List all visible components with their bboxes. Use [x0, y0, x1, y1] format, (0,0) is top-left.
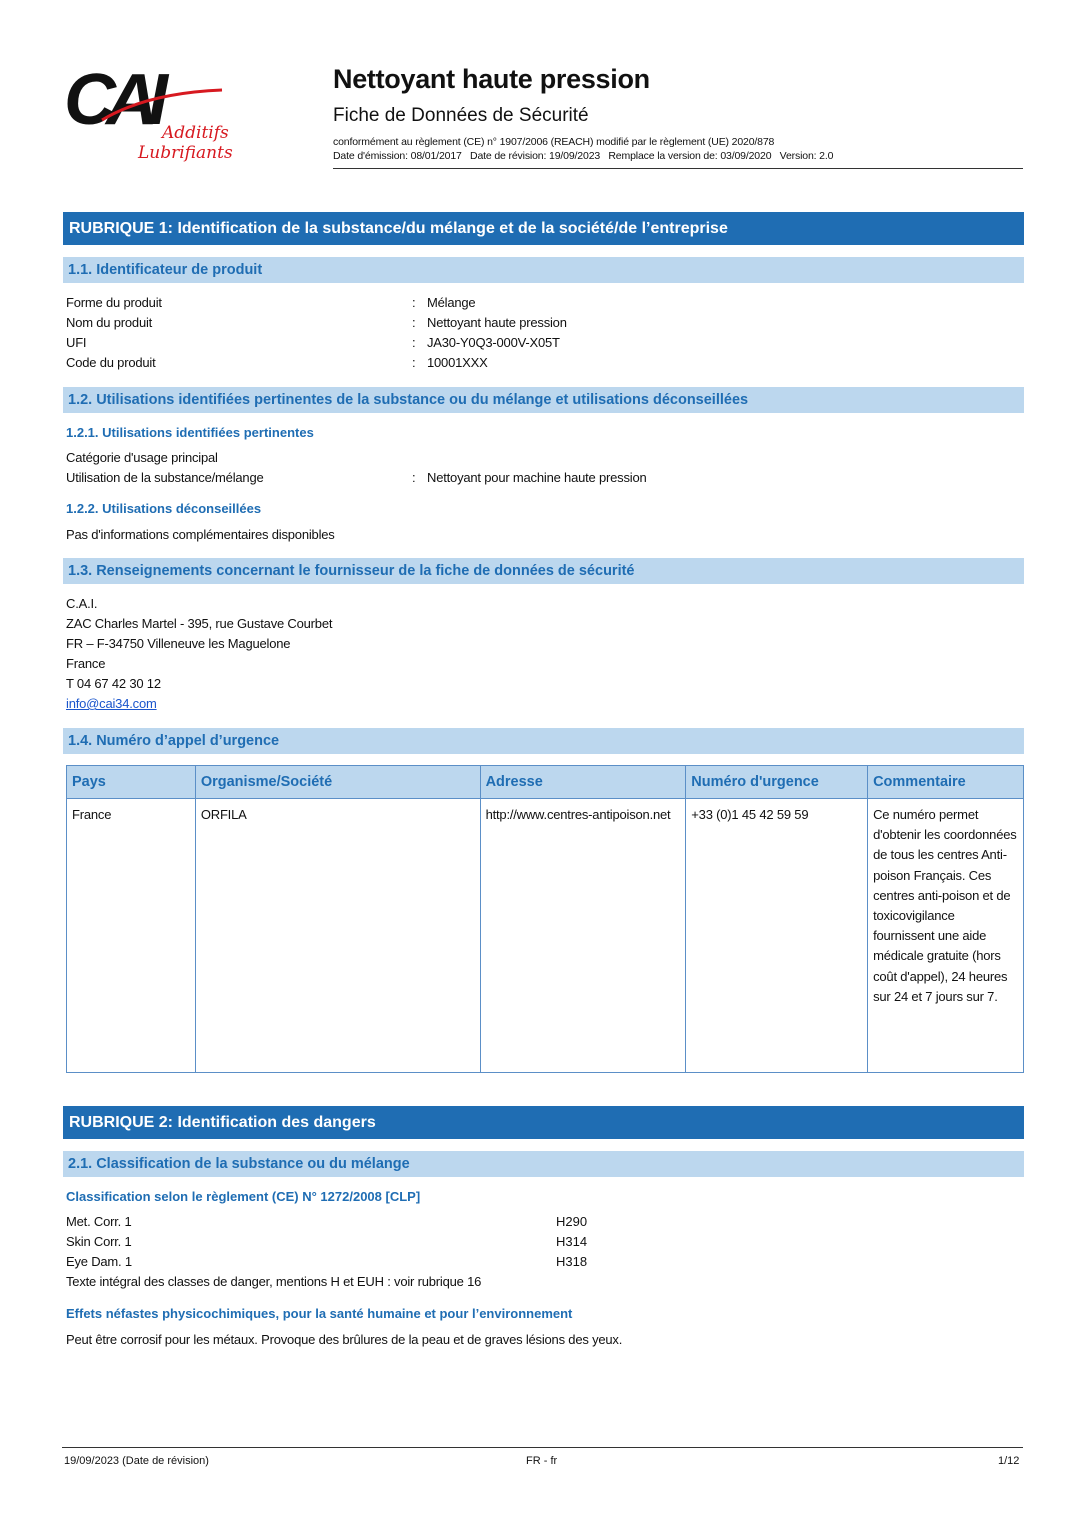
logo-tagline-1: Additifs: [162, 123, 229, 143]
use-value: Nettoyant pour machine haute pression: [427, 470, 647, 485]
cell-organization: ORFILA: [195, 799, 480, 1073]
clp-classification-title: Classification selon le règlement (CE) N° 1272/2008 [CLP]: [66, 1189, 421, 1204]
section-1-3-header: 1.3. Renseignements concernant le fournisseur de la fiche de données de sécurité: [63, 558, 1024, 584]
product-name-value: Nettoyant haute pression: [427, 315, 567, 330]
col-header-country: Pays: [67, 766, 196, 799]
supplier-address-2: FR – F-34750 Villeneuve les Maguelone: [66, 636, 291, 651]
regulation-line: conformément au règlement (CE) n° 1907/2006 (REACH) modifié par le règlement (UE) 2020/878: [333, 136, 775, 148]
section-1-header: RUBRIQUE 1: Identification de la substance/du mélange et de la société/de l’entreprise: [63, 212, 1024, 245]
product-form-label: Forme du produit: [66, 295, 162, 310]
section-2-1-header: 2.1. Classification de la substance ou du mélange: [63, 1151, 1024, 1177]
ufi-value: JA30-Y0Q3-000V-X05T: [427, 335, 560, 350]
hazard-code: H318: [556, 1254, 588, 1269]
supplier-email-link[interactable]: info@cai34.com: [66, 696, 157, 711]
hazard-class-label: Met. Corr. 1: [66, 1214, 132, 1229]
supplier-company: C.A.I.: [66, 596, 98, 611]
section-1-4-header: 1.4. Numéro d’appel d’urgence: [63, 728, 1024, 754]
section-1-2-1-title: 1.2.1. Utilisations identifiées pertinentes: [66, 425, 314, 440]
product-code-value: 10001XXX: [427, 355, 488, 370]
hazard-code: H290: [556, 1214, 588, 1229]
main-use-label: Catégorie d'usage principal: [66, 450, 218, 465]
section-2-header: RUBRIQUE 2: Identification des dangers: [63, 1106, 1024, 1139]
dates-line: Date d'émission: 08/01/2017 Date de révision: 19/09/2023 Remplace la version de: 03/09/2020 Version: 2.0: [333, 150, 834, 162]
product-form-value: Mélange: [427, 295, 476, 310]
col-header-comment: Commentaire: [868, 766, 1024, 799]
company-logo: [62, 62, 252, 162]
table-row: [67, 799, 1024, 1073]
cell-address: http://www.centres-antipoison.net: [480, 799, 686, 1073]
footer-revision-date: 19/09/2023 (Date de révision): [64, 1455, 209, 1467]
col-header-emergency-number: Numéro d'urgence: [686, 766, 868, 799]
adverse-effects-text: Peut être corrosif pour les métaux. Provoque des brûlures de la peau et de graves lésions des yeux.: [66, 1332, 623, 1347]
supplier-phone: T 04 67 42 30 12: [66, 676, 161, 691]
document-title: Nettoyant haute pression: [333, 64, 650, 94]
hazard-code: H314: [556, 1234, 588, 1249]
col-header-organization: Organisme/Société: [195, 766, 480, 799]
full-text-note: Texte intégral des classes de danger, mentions H et EUH : voir rubrique 16: [66, 1274, 482, 1289]
header-divider: [333, 168, 1023, 169]
supplier-address-1: ZAC Charles Martel - 395, rue Gustave Courbet: [66, 616, 333, 631]
section-1-2-header: 1.2. Utilisations identifiées pertinentes de la substance ou du mélange et utilisations déconseillées: [63, 387, 1024, 413]
document-subtitle: Fiche de Données de Sécurité: [333, 105, 589, 126]
cell-comment: Ce numéro permet d'obtenir les coordonnées de tous les centres Anti-poison Français. Ces centres anti-poison et de toxicovigilance fournissent une aide médicale gratuite (hors coût d'appel), 24 heures sur 24 et 7 jours sur 7.: [868, 799, 1024, 1073]
cell-emergency-number: +33 (0)1 45 42 59 59: [686, 799, 868, 1073]
supplier-country: France: [66, 656, 106, 671]
logo-tagline-2: Lubrifiants: [138, 143, 233, 162]
cell-country: France: [67, 799, 196, 1073]
product-name-label: Nom du produit: [66, 315, 153, 330]
footer-language: FR - fr: [526, 1455, 558, 1467]
footer-divider: [62, 1447, 1023, 1448]
hazard-class-label: Eye Dam. 1: [66, 1254, 132, 1269]
adverse-effects-title: Effets néfastes physicochimiques, pour la santé humaine et pour l’environnement: [66, 1306, 573, 1321]
footer-page-number: 1/12: [998, 1455, 1020, 1467]
ufi-label: UFI: [66, 335, 87, 350]
col-header-address: Adresse: [480, 766, 686, 799]
use-label: Utilisation de la substance/mélange: [66, 470, 264, 485]
section-1-1-header: 1.1. Identificateur de produit: [63, 257, 1024, 283]
section-1-2-2-title: 1.2.2. Utilisations déconseillées: [66, 501, 262, 516]
emergency-table: [66, 765, 1024, 1073]
logo-letters: CAI: [64, 62, 158, 140]
hazard-class-label: Skin Corr. 1: [66, 1234, 132, 1249]
product-code-label: Code du produit: [66, 355, 156, 370]
no-info-text: Pas d'informations complémentaires disponibles: [66, 527, 335, 542]
